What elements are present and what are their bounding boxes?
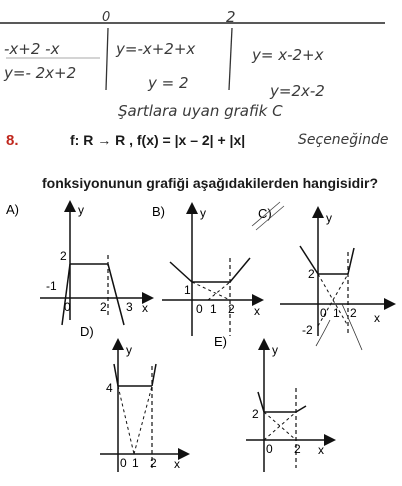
option-e-y-axis-label: y <box>272 343 278 357</box>
option-b-x-axis-label: x <box>254 304 260 318</box>
option-b-tick-x1: 1 <box>210 302 217 316</box>
option-b-y-axis-label: y <box>200 206 206 220</box>
option-c-tick-neg2: -2 <box>302 323 313 337</box>
notes-table-lines <box>0 0 402 110</box>
question-number: 8. <box>6 132 19 149</box>
option-c-tick-0: 0 <box>320 306 327 320</box>
option-a-label: A) <box>6 202 19 217</box>
option-d-x-axis-label: x <box>174 457 180 471</box>
option-b-label: B) <box>152 204 165 219</box>
option-c-y-axis-label: y <box>326 211 332 225</box>
option-d-tick-0: 0 <box>120 456 127 470</box>
note-zero: 0 <box>102 10 111 25</box>
note-left-line1: -x+2 -x <box>4 40 60 58</box>
option-e-label: E) <box>214 334 227 349</box>
option-a-tick-x2: 2 <box>100 300 107 314</box>
option-e-graph[interactable] <box>210 330 342 480</box>
option-d-y-axis-label: y <box>126 343 132 357</box>
note-bottom: Şartlara uyan grafik C <box>118 102 283 120</box>
option-b-tick-x2: 2 <box>228 302 235 316</box>
option-b-tick-1: 1 <box>184 283 191 297</box>
note-left-line2: y=- 2x+2 <box>4 64 77 82</box>
option-b-tick-0: 0 <box>196 302 203 316</box>
option-a-tick-3: 3 <box>126 300 133 314</box>
option-d-graph[interactable] <box>70 320 190 480</box>
option-d-label: D) <box>80 324 94 339</box>
option-c-tick-2: 2 <box>308 267 315 281</box>
note-mid-line1: y=-x+2+x <box>116 40 196 58</box>
note-right-line2: y=2x-2 <box>270 82 325 100</box>
option-a-y-axis-label: y <box>78 203 84 217</box>
option-d-tick-x1: 1 <box>132 456 139 470</box>
note-right-line1: y= x-2+x <box>252 46 324 64</box>
option-e-tick-0: 0 <box>266 442 273 456</box>
note-two: 2 <box>226 8 236 26</box>
option-a-graph[interactable] <box>0 200 160 340</box>
note-mid-line2: y = 2 <box>148 74 189 92</box>
option-a-x-axis-label: x <box>142 301 148 315</box>
option-a-tick-2: 2 <box>60 249 67 263</box>
option-e-tick-2: 2 <box>252 407 259 421</box>
option-e-tick-x2: 2 <box>294 442 301 456</box>
note-side: Seçeneğinde <box>298 132 389 148</box>
option-b-graph[interactable] <box>148 200 272 340</box>
option-d-tick-x2: 2 <box>150 456 157 470</box>
option-c-label: C) <box>258 206 272 221</box>
option-c-tick-x1: 1 <box>333 306 340 320</box>
option-a-tick-neg1: -1 <box>46 279 57 293</box>
question-definition: f: R → R , f(x) = |x – 2| + |x| <box>70 132 246 148</box>
option-a-tick-0: 0 <box>64 300 71 314</box>
question-prompt: fonksiyonunun grafiği aşağıdakilerden hangisidir? <box>42 175 379 191</box>
option-d-tick-4: 4 <box>106 381 113 395</box>
option-c-tick-x2: 2 <box>350 306 357 320</box>
option-e-x-axis-label: x <box>318 443 324 457</box>
option-c-x-axis-label: x <box>374 311 380 325</box>
